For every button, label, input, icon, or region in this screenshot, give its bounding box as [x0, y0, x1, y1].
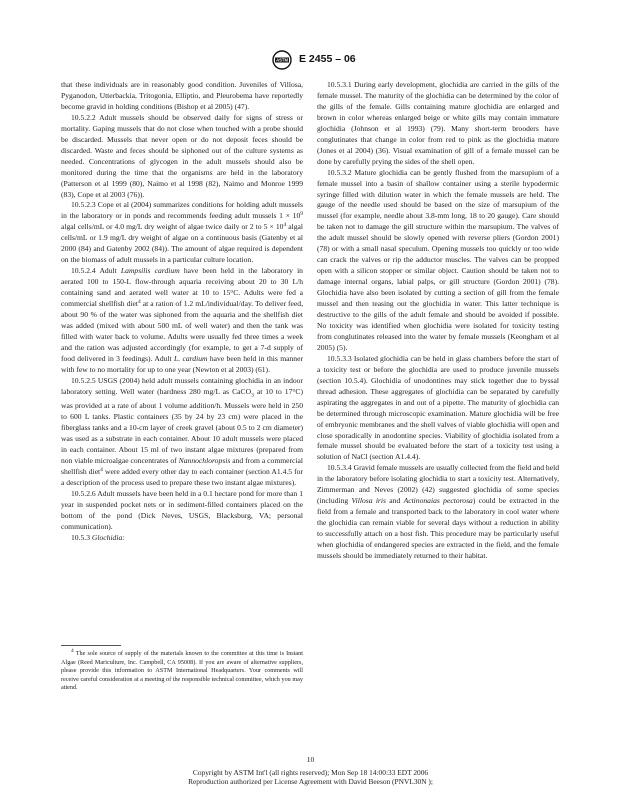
footnote-marker: 4: [71, 648, 74, 654]
paragraph-10-5-2-3: [61, 200, 303, 266]
left-column: [61, 80, 303, 544]
footnote: [61, 650, 303, 693]
page-number: 10: [306, 755, 315, 764]
footnote-text: [61, 650, 303, 693]
species-name: L. cardium: [174, 353, 208, 363]
text-run: at a ration of 1.2 mL/individual/day. To deliver feed, about 90 % of the water was siphoned from the aquaria and the shellfish diet was added (mixed with about 500 mL of well water) and then the tank was filled with water back to volume. Adults were usually fed three times a week and the ration was adjusted accordingly (for example, to get a 7-d supply of food delivered in 3 feedings). Adult: [61, 299, 303, 363]
text-run: The sole source of supply of the materials known to the committee at this time is Instant Algae (Reed Mariculture, Inc. Campbell, CA 95008). If you are aware of alternative suppliers, please provide this information to ASTM International Headquarters. Your comments will receive careful consideration at a meeting of the responsible technical committee, which you may attend.: [61, 650, 303, 692]
species-name: Actinonaias pectorosa: [403, 496, 473, 506]
species-name: Lampsilis cardium: [120, 266, 180, 276]
text-run: at 10 to 17°C) was provided at a rate of about 1 volume addition/h. Mussels were held in 250 to 600 L tanks. Plastic containers (35 by 24 by 23 cm) were placed in the fiberglass tanks and a 10-cm layer of creek gravel (about 0.5 to 2 cm diameter) was used as a substrate in each container. About 10 adult mussels were placed in each container. About 15 ml of two instant algae mixtures (prepared from non viable microalgae concentrates of: [61, 386, 303, 465]
subscript: 3: [251, 392, 254, 399]
paragraph-10-5-2-6: 10.5.2.6 Adult mussels have been held in a 0.1 hectare pond for more than 1 year in suspended pocket nets or in sediment-filled containers placed on the bottom of the pond (Dick Neves, USGS, Blacksburg, VA; personal communication).: [61, 488, 303, 531]
paragraph-10-5-3-3: 10.5.3.3 Isolated glochidia can be held in glass chambers before the start of a toxicity test or before the glochidia are used to produce juvenile mussels (section 10.5.4). Glochidia of unodontines may stick together due to byssal thread adhesion. These aggregates of glochidia can be separated by carefully aspirating the aggregates in and out of a pipette. The maturity of glochidia can be determined through microscopic examination. Mature glochidia will be free of embryonic membranes and the shell valves of viable glochidia will open and close sporadically in anodontine species. Viability of glochidia isolated from a female mussel should be evaluated before the start of a toxicity test using a solution of NaCl (section A1.4.4).: [317, 353, 559, 462]
text-run: 10.5.2.3 Cope et al (2004) summarizes conditions for holding adult mussels in the laboratory or in ponds and recommends feeding adult mussels 1 × 10: [61, 200, 303, 221]
paragraph-10-5-2-5: [61, 376, 303, 489]
astm-logo-icon: [270, 50, 294, 70]
text-run: have been held in the laboratory in aerated 100 to 150-L flow-through aquaria receiving about 20 to 30 L/h containing sand and aerated well water at 10 to 15°C. Adults were fed a commercial shellfish diet: [61, 266, 303, 309]
text-run: 10.5.2.4 Adult: [71, 266, 121, 276]
paragraph-10-5-3-4: [317, 463, 559, 562]
superscript: 9: [300, 211, 303, 218]
text-run: and from a commercial shellfish diet: [61, 455, 304, 476]
text-run: 10.5.3: [71, 532, 92, 542]
footnote-ref: 4: [138, 299, 141, 306]
copyright-line: Copyright by ASTM Int'l (all rights reserved); Mon Sep 18 14:00:33 EDT 2006: [192, 768, 429, 777]
text-run: algal cells/mL or 4.0 mg/L dry weight of algae twice daily or 2 to 5 × 10: [61, 222, 284, 232]
paragraph-10-5-3-2: 10.5.3.2 Mature glochidia can be gently flushed from the marsupium of a female mussel into a basin of shallow container using a sterile hypodermic syringe filled with dilution water in which the female mussels are held. The gauge of the needle used should be based on the size of marsupium of the mussel (for example, needle about 3.8-mm long, 18 to 20 gauge). Care should be taken not to damage the gill structure within the marsupium. The valves of the adult mussel should be slowly opened with reverse pliers (Gordon 2001) (78) or with a small nasal speculum. Opening mussels too quickly or too wide can crack the valves or rip the adductor muscles. The valves can be propped open with a silicon stopper or similar object. Caution should be taken not to damage internal organs, labial palps, or gill structure (Gordon 2001) (78). Glochidia have also been isolated by cutting a section of gill from the female mussel and then teasing out the glochidia in water. This latter technique is destructive to the gills of the adult female and should be avoided if possible. No toxicity was identified when glochidia were isolated for toxicity testing from conglutinates released into the water by female mussels (Keongham et al 2005) (5).: [317, 167, 559, 352]
text-run: algal cells/mL or 1.9 mg/L dry weight of algae on a continuous basis (Gatenby et al 2000 (84) and Gatenby 2002 (84)). The amount of algae required is dependent on the biomass of adult mussels in a particular culture location.: [61, 222, 304, 265]
text-run: ) could be extracted in the field from a female and transported back to the laboratory in cool water where the glochidia can remain viable for several days without a reduction in ability to successfully attach on a host fish. This procedure may be particularly useful when glochidia of endangered species are extracted in the field, and the female mussels should be immediately returned to their habitat.: [317, 496, 559, 560]
footnote-divider: [61, 645, 121, 646]
text-run: 10.5.2.5 USGS (2004) held adult mussels containing glochidia in an indoor laboratory setting. Well water (hardness 280 mg/L as CaCO: [61, 375, 303, 396]
section-title: Glochidia:: [91, 532, 125, 542]
text-run: 10.5.3.4 Gravid female mussels are usually collected from the field and held in the laboratory before isolating glochidia to start a toxicity test. Alternatively, Zimmerman and Neves (2002) (42) suggested glochidia of some species (including: [317, 463, 559, 506]
logo-text: ASTM: [276, 57, 288, 63]
superscript: 4: [283, 222, 287, 229]
paragraph-10-5-2-2: 10.5.2.2 Adult mussels should be observed daily for signs of stress or mortality. Gaping mussels that do not close when touched with a probe should be discarded. Mussels that never open or do not deposit feces should be discarded. Waste and feces should be siphoned out of the culture systems as needed. Concentrations of glycogen in the adult mussels should also be monitored during the time that the organisms are held in the laboratory (Patterson et al 1999 (80), Naimo et al 1998 (82), Naimo and Monroe 1999 (83), Cope et al 2003 (76)).: [61, 112, 303, 199]
text-run: and: [385, 496, 404, 506]
paragraph-10-5-2-4: [61, 266, 303, 376]
paragraph-continuation: that these individuals are in reasonably good condition. Juveniles of Villosa, Pyganodon, Utterbackia, Tritogonia, Elliptio, and Pleurobema have reportedly become gravid in holding conditions (Bishop et al 2005) (47).: [61, 80, 303, 111]
footnote-ref: 4: [100, 466, 103, 473]
copyright-notice: [0, 768, 621, 787]
species-name: Nannochloropsis: [178, 455, 231, 465]
right-column: [317, 80, 559, 562]
page-header: [0, 50, 621, 70]
document-id: E 2455 – 06: [299, 53, 356, 65]
paragraph-10-5-3-1: 10.5.3.1 During early development, glochidia are carried in the gills of the female mussel. The maturity of the glochidia can be determined by the color of the gills of the female. Gills containing mature glochidia are enlarged and brown in color whereas enlarged beige or white gills may contain immature glochidia (Johnson et al 1993) (79). Many short-term brooders have conglutinates that change in color from red to pink as the glochidia mature (Jones et al 2004) (36). Visual examination of gill of a female mussel can be done by carefully prying the sides of the shell open.: [317, 80, 559, 166]
text-run: were added every other day to each container (section A1.4.5 for a description of the process used to prepare these two instant algae mixtures).: [61, 466, 303, 487]
text-run: have been held in this manner with few to no mortality for up to one year (Newton et al 2003) (61).: [61, 353, 303, 374]
species-name: Villosa iris: [351, 496, 386, 506]
license-line: Reproduction authorized per License Agreement with David Beeson (PNVL30N );: [188, 777, 433, 787]
section-heading-10-5-3: [61, 533, 303, 544]
